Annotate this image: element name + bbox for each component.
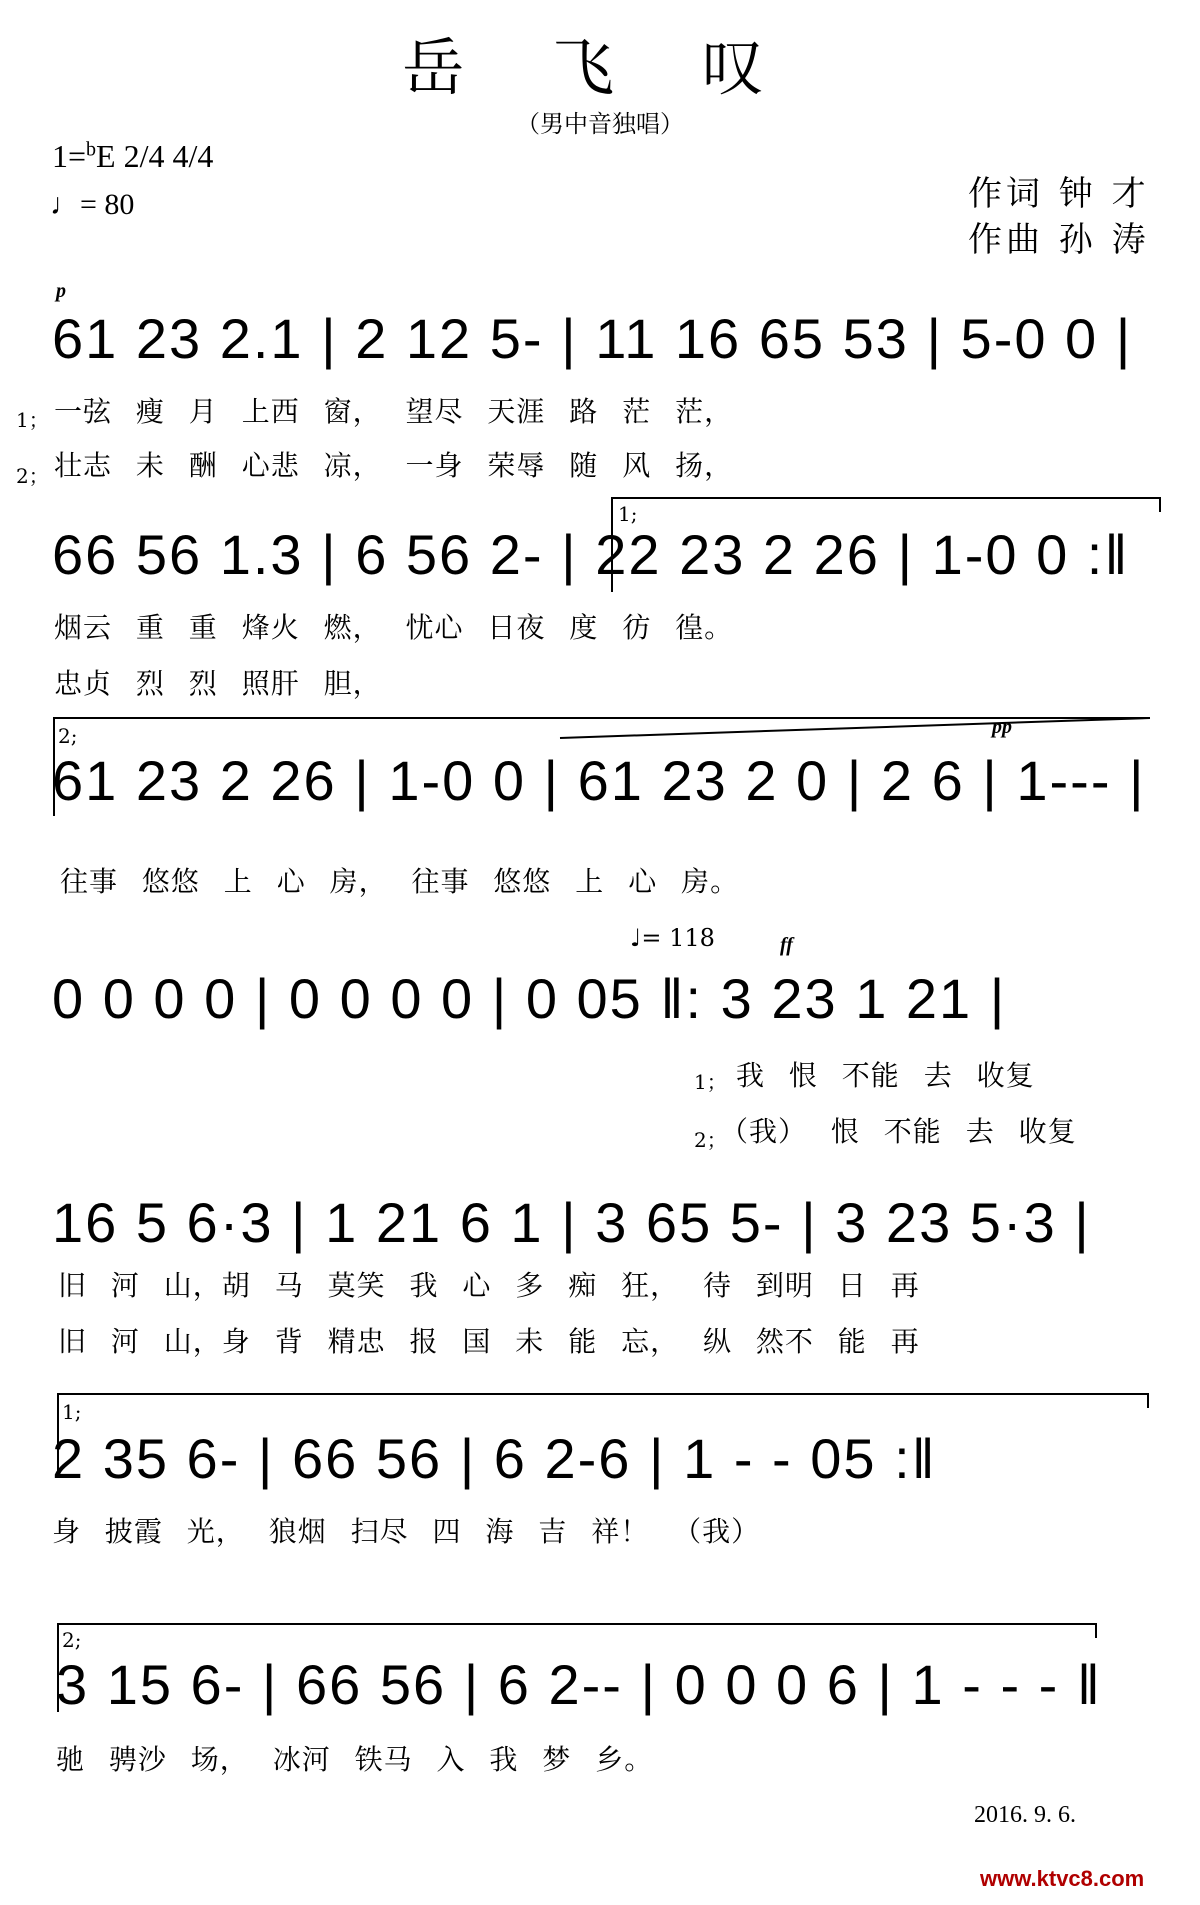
quarter-note-icon: ♩ [50, 188, 80, 221]
volta-bracket-3 [58, 1394, 1148, 1478]
tempo-value: = 80 [80, 188, 135, 221]
volta-bracket-4 [58, 1624, 1096, 1712]
key-prefix: 1= [52, 138, 87, 174]
watermark: www.ktvc8.com [980, 1866, 1145, 1891]
lyricist-credit: 作词 钟 才 [968, 174, 1150, 214]
notation-line-7: 3 15 6- | 66 56 | 6 2-- | 0 0 0 6 | 1 - - - ‖ [56, 1653, 1102, 1716]
volta-bracket-2 [54, 718, 560, 816]
notation-line-1: 61 23 2.1 | 2 12 5- | 11 16 65 53 | 5-0 0 | [52, 307, 1133, 370]
lyric-line-6: 身 披霞 光， 狼烟 扫尽 四 海 吉 祥！ （我） [52, 1515, 761, 1548]
volta-2-label: 2; [58, 724, 78, 748]
lyric-line-4-verse-2: （我） 恨 不能 去 收复 [720, 1115, 1077, 1148]
tempo-change-value: = 118 [641, 924, 715, 952]
volta-1-label: 1; [618, 502, 638, 526]
lyric-line-2-verse-1: 烟云 重 重 烽火 燃， 忧心 日夜 度 彷 徨。 [54, 611, 734, 644]
notation-line-2: 66 56 1.3 | 6 56 2- | 22 23 2 26 | 1-0 0 :‖ [52, 523, 1130, 586]
verse-number-1-b: 1； [694, 1070, 727, 1094]
composition-date: 2016. 9. 6. [974, 1802, 1076, 1828]
dynamic-ff: ff [780, 934, 793, 956]
notation-line-4: 0 0 0 0 | 0 0 0 0 | 0 05 ‖: 3 23 1 21 | [52, 967, 1007, 1030]
volta-2-label-b: 2; [62, 1628, 82, 1652]
verse-number-2-b: 2； [694, 1128, 727, 1152]
dynamic-p: p [56, 280, 66, 302]
lyric-line-2-verse-2: 忠贞 烈 烈 照肝 胆， [54, 667, 382, 700]
song-title: 岳 飞 叹 [402, 31, 798, 104]
notation-line-6: 2 35 6- | 66 56 | 6 2-6 | 1 - - 05 :‖ [52, 1427, 937, 1490]
verse-number-2: 2； [16, 464, 49, 488]
key-meter: E 2/4 4/4 [96, 138, 214, 174]
lyric-line-5-verse-2: 旧 河 山，身 背 精忠 报 国 未 能 忘， 纵 然不 能 再 [58, 1325, 920, 1358]
dynamic-pp: pp [992, 716, 1012, 738]
song-subtitle: （男中音独唱） [516, 110, 684, 138]
lyric-line-1-verse-2: 壮志 未 酬 心悲 凉， 一身 荣辱 随 风 扬， [54, 449, 734, 482]
quarter-note-icon: ♩ [630, 924, 642, 952]
verse-number-1: 1； [16, 408, 49, 432]
notation-line-5: 16 5 6·3 | 1 21 6 1 | 3 65 5- | 3 23 5·3 | [52, 1191, 1091, 1254]
composer-credit: 作曲 孙 涛 [968, 220, 1150, 260]
crescendo-line-bottom [560, 718, 1150, 738]
lyric-line-3: 往事 悠悠 上 心 房， 往事 悠悠 上 心 房。 [60, 865, 740, 898]
lyric-line-7: 驰 骋沙 场， 冰河 铁马 入 我 梦 乡。 [56, 1743, 654, 1776]
key-flat: b [86, 138, 97, 161]
volta-bracket-1 [612, 498, 1160, 592]
lyric-line-4-verse-1: 我 恨 不能 去 收复 [736, 1059, 1035, 1092]
notation-line-3: 61 23 2 26 | 1-0 0 | 61 23 2 0 | 2 6 | 1--- | [52, 749, 1146, 812]
volta-1-label-b: 1; [62, 1400, 82, 1424]
lyric-line-5-verse-1: 旧 河 山，胡 马 莫笑 我 心 多 痴 狂， 待 到明 日 再 [58, 1269, 920, 1302]
lyric-line-1-verse-1: 一弦 瘦 月 上西 窗， 望尽 天涯 路 茫 茫， [54, 395, 734, 428]
